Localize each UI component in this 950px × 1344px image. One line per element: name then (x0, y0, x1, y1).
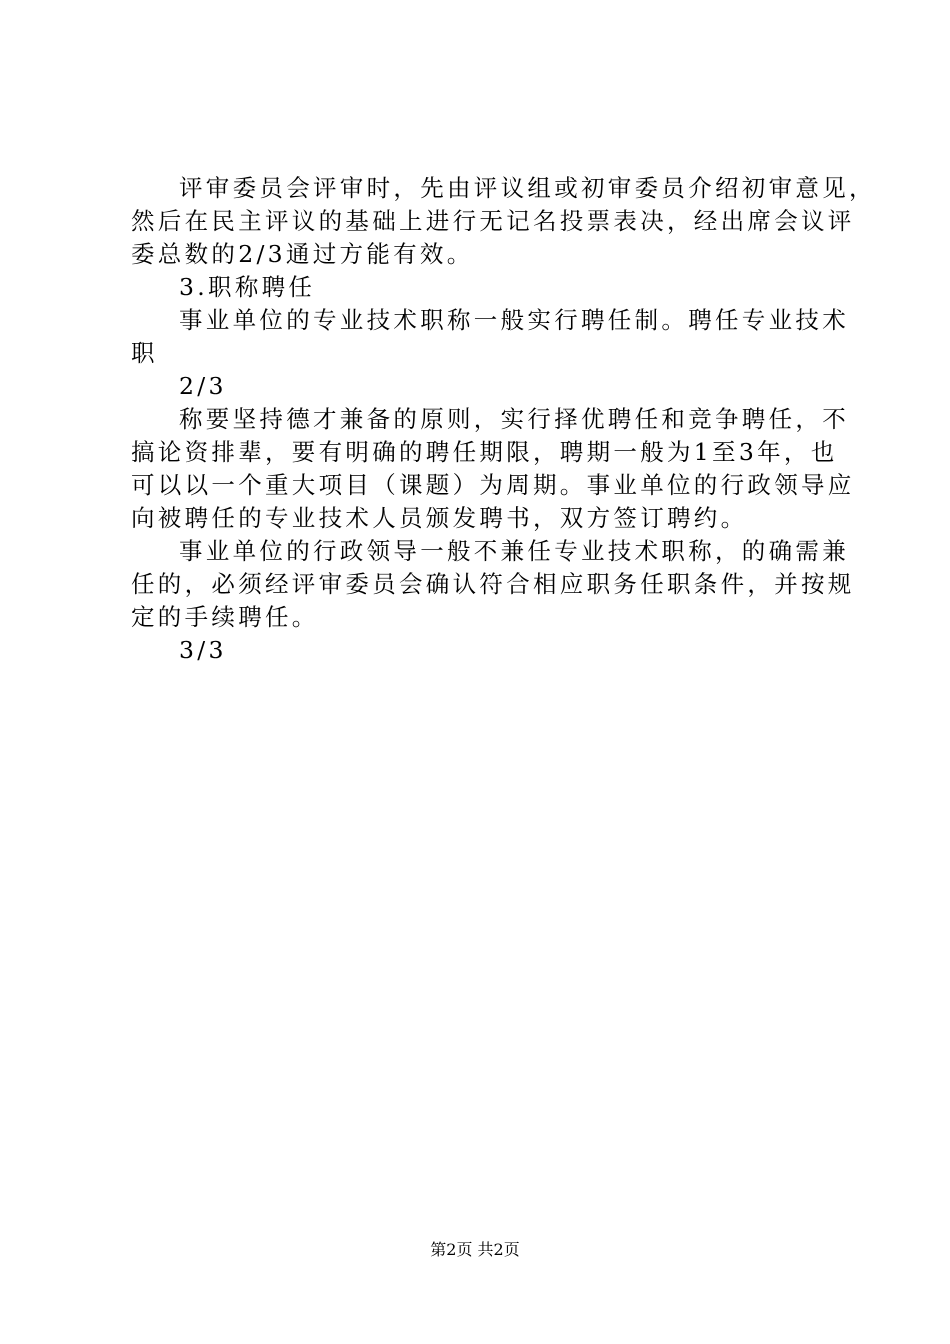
paragraph-line: 评审委员会评审时，先由评议组或初审委员介绍初审意见， (179, 174, 876, 202)
paragraph-line: 然后在民主评议的基础上进行无记名投票表决，经出席会议评 (131, 207, 855, 235)
paragraph-line: 定的手续聘任。 (131, 603, 319, 631)
page-footer: 第2页 共2页 (430, 1240, 520, 1259)
paragraph-line: 任的，必须经评审委员会确认符合相应职务任职条件，并按规 (131, 570, 855, 598)
paragraph-line: 委总数的2/3通过方能有效。 (131, 240, 474, 268)
paragraph-line: 可以以一个重大项目（课题）为周期。事业单位的行政领导应 (131, 471, 855, 499)
page-marker: 2/3 (179, 372, 227, 400)
paragraph-line: 称要坚持德才兼备的原则，实行择优聘任和竞争聘任，不 (179, 405, 849, 433)
paragraph-line: 事业单位的行政领导一般不兼任专业技术职称，的确需兼 (179, 537, 849, 565)
paragraph-line: 搞论资排辈，要有明确的聘任期限，聘期一般为1至3年，也 (131, 438, 838, 466)
paragraph-line: 职 (131, 339, 158, 367)
paragraph-line: 向被聘任的专业技术人员颁发聘书，双方签订聘约。 (131, 504, 748, 532)
section-heading: 3.职称聘任 (179, 273, 316, 301)
page-marker: 3/3 (179, 636, 227, 664)
paragraph-line: 事业单位的专业技术职称一般实行聘任制。聘任专业技术 (179, 306, 849, 334)
document-body (131, 172, 876, 667)
